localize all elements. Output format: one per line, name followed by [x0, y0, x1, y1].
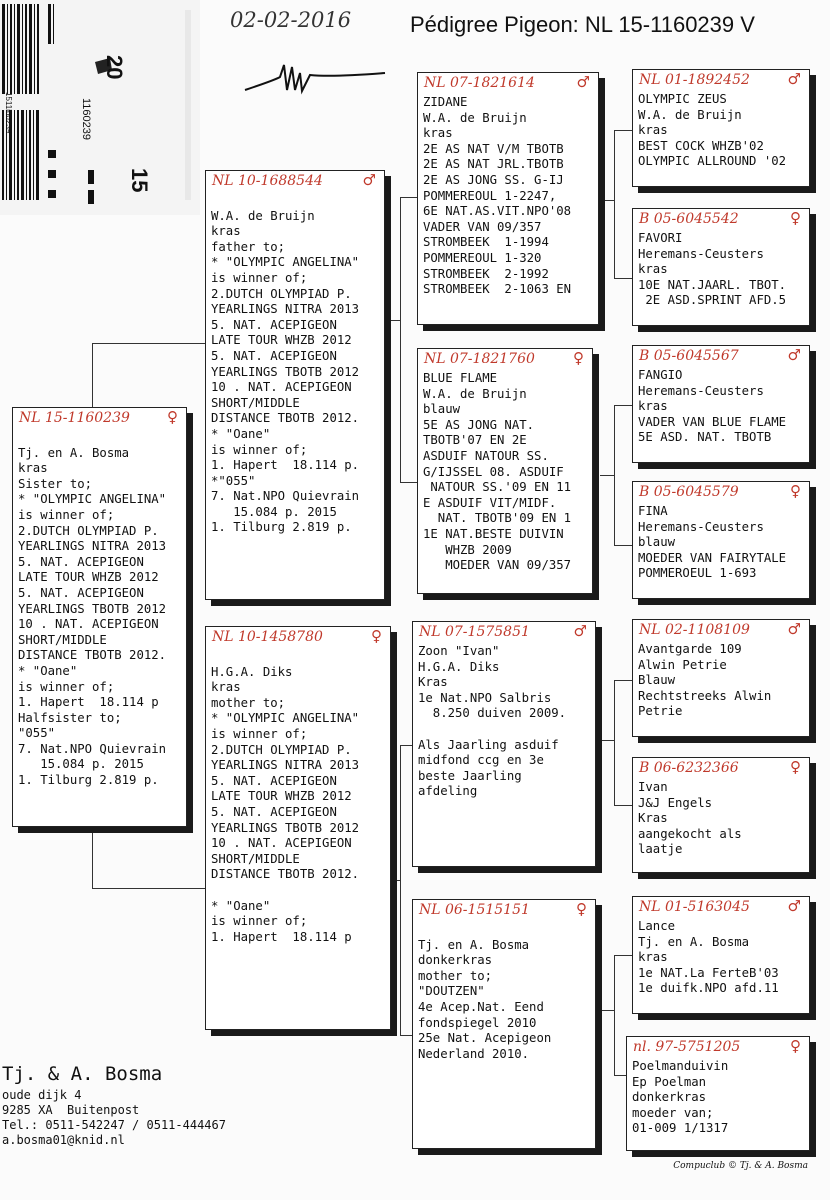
pigeon-details: Lance Tj. en A. Bosma kras 1e NAT.La FerteB'03 1e duifk.NPO afd.11	[638, 919, 779, 996]
barcode-icon	[0, 0, 200, 215]
connector	[614, 680, 632, 681]
sex-symbol: ♀	[576, 900, 587, 918]
sex-symbol: ♀	[790, 1037, 801, 1055]
pigeon-card-ggp-5	[632, 619, 810, 737]
sex-symbol: ♂	[787, 346, 801, 364]
pigeon-card-ggp-4	[632, 481, 810, 599]
pigeon-card-ggp-2	[632, 208, 810, 326]
owner-email: a.bosma01@knid.nl	[2, 1133, 125, 1147]
owner-phone: Tel.: 0511-542247 / 0511-444467	[2, 1118, 226, 1132]
ring-number: NL 01-5163045	[639, 899, 750, 915]
owner-contact	[2, 1088, 226, 1148]
sticker-ring: 1160239	[80, 98, 92, 141]
connector	[600, 200, 614, 201]
pigeon-details: Tj. en A. Bosma donkerkras mother to; "DOUTZEN" 4e Acep.Nat. Eend fondspiegel 2010 25e Nat. Acepigeon Nederland 2010.	[418, 937, 552, 1061]
owner-city: 9285 XA Buitenpost	[2, 1103, 140, 1117]
sex-symbol: ♀	[371, 627, 382, 645]
ring-number: NL 10-1458780	[212, 629, 323, 645]
connector	[400, 1035, 412, 1036]
pigeon-card-paternal-grandfather	[417, 72, 599, 325]
ring-number: NL 15-1160239	[19, 410, 130, 426]
connector	[614, 680, 615, 805]
pigeon-card-paternal-grandmother	[417, 348, 593, 594]
sticker-small-code: 1511i60239	[4, 92, 13, 134]
ring-number: NL 07-1821614	[424, 75, 535, 91]
connector	[92, 828, 93, 888]
ring-number: nl. 97-5751205	[633, 1039, 741, 1055]
connector	[400, 745, 412, 746]
pigeon-details: ZIDANE W.A. de Bruijn kras 2E AS NAT V/M TBOTB 2E AS NAT JRL.TBOTB 2E AS JONG SS. G-IJ POMMEREOUL 1-2247, 6E NAT.AS.VIT.NPO'08 VADER VAN 09/357 STROMBEEK 1-1994 POMMEREOUL 1-320 STROMBEEK 2-1992 STROMBEEK 2-1063 EN	[423, 95, 572, 297]
connector	[614, 405, 632, 406]
connector	[400, 745, 401, 1035]
ring-number: B 05-6045542	[639, 211, 739, 227]
sex-symbol: ♀	[790, 758, 801, 776]
connector	[92, 343, 93, 409]
sex-symbol: ♂	[573, 622, 587, 640]
sex-symbol: ♀	[790, 209, 801, 227]
sticker-year: 20	[102, 55, 127, 80]
connector	[400, 197, 417, 198]
connector	[386, 320, 400, 321]
connector	[614, 955, 632, 956]
sticker-year2: 15	[127, 168, 152, 193]
owner-address: oude dijk 4	[2, 1088, 82, 1102]
pigeon-details: W.A. de Bruijn kras father to; * "OLYMPIC ANGELINA" is winner of; 2.DUTCH OLYMPIAD P. YEARLINGS NITRA 2013 5. NAT. ACEPIGEON LATE TOUR WHZB 2012 5. NAT. ACEPIGEON YEARLINGS TBOTB 2012 10 . NAT. ACEPIGEON SHORT/MIDDLE DISTANCE TBOTB 2012. * "Oane" is winner of; 1. Hapert 18.114 p. *"055" 7. Nat.NPO Quievrain 15.084 p. 2015 1. Tilburg 2.819 p.	[211, 208, 360, 535]
pigeon-card-ggp-8	[626, 1036, 810, 1151]
pigeon-details: FAVORI Heremans-Ceusters kras 10E NAT.JAARL. TBOT. 2E ASD.SPRINT AFD.5	[638, 231, 787, 308]
pigeon-details: FANGIO Heremans-Ceusters kras VADER VAN BLUE FLAME 5E ASD. NAT. TBOTB	[638, 368, 787, 445]
footer-credit: Compuclub © Tj. & A. Bosma	[673, 1161, 808, 1171]
pigeon-details: Poelmanduivin Ep Poelman donkerkras moeder van; 01-009 1/1317	[632, 1059, 729, 1136]
connector	[600, 475, 614, 476]
sex-symbol: ♀	[167, 408, 178, 426]
connector	[614, 130, 615, 278]
connector	[600, 1010, 614, 1011]
connector	[614, 278, 632, 279]
connector	[614, 130, 632, 131]
pigeon-card-ggp-6	[632, 757, 810, 873]
pigeon-details: OLYMPIC ZEUS W.A. de Bruijn kras BEST COCK WHZB'02 OLYMPIC ALLROUND '02	[638, 92, 787, 169]
pigeon-details: BLUE FLAME W.A. de Bruijn blauw 5E AS JONG NAT. TBOTB'07 EN 2E ASDUIF NATOUR SS. G/IJSSEL 08. ASDUIF NATOUR SS.'09 EN 11 E ASDUIF VIT/MIDF. NAT. TBOTB'09 EN 1 1E NAT.BESTE DUIVIN WHZB 2009 MOEDER VAN 09/357	[423, 371, 572, 573]
pigeon-details: H.G.A. Diks kras mother to; * "OLYMPIC ANGELINA" is winner of; 2.DUTCH OLYMPIAD P. YEARLINGS NITRA 2013 5. NAT. ACEPIGEON LATE TOUR WHZB 2012 5. NAT. ACEPIGEON YEARLINGS TBOTB 2012 10 . NAT. ACEPIGEON SHORT/MIDDLE DISTANCE TBOTB 2012. * "Oane" is winner of; 1. Hapert 18.114 p	[211, 664, 360, 944]
pigeon-card-mother	[205, 626, 391, 1030]
ring-sticker	[0, 0, 200, 215]
connector	[600, 740, 614, 741]
pigeon-card-maternal-grandfather	[412, 621, 596, 867]
connector	[392, 880, 400, 881]
pigeon-card-maternal-grandmother	[412, 899, 596, 1149]
ring-number: NL 07-1821760	[424, 351, 535, 367]
handwritten-date: 02-02-2016	[230, 8, 352, 32]
connector	[614, 545, 632, 546]
sex-symbol: ♂	[787, 897, 801, 915]
pigeon-card-ggp-3	[632, 345, 810, 463]
connector	[92, 888, 205, 889]
connector	[614, 805, 632, 806]
connector	[614, 955, 615, 1075]
pigeon-details: Avantgarde 109 Alwin Petrie Blauw Rechtstreeks Alwin Petrie	[638, 642, 772, 719]
ring-number: B 05-6045579	[639, 484, 739, 500]
sex-symbol: ♀	[790, 482, 801, 500]
pigeon-card-ggp-7	[632, 896, 810, 1014]
ring-number: NL 07-1575851	[419, 624, 530, 640]
sex-symbol: ♀	[573, 349, 584, 367]
pigeon-details: Ivan J&J Engels Kras aangekocht als laatje	[638, 780, 742, 857]
ring-number: NL 06-1515151	[419, 902, 530, 918]
pigeon-card-ggp-1	[632, 69, 810, 187]
ring-number: B 05-6045567	[639, 348, 739, 364]
connector	[400, 197, 401, 482]
ring-number: NL 01-1892452	[639, 72, 750, 88]
owner-name: Tj. & A. Bosma	[2, 1063, 163, 1085]
sex-symbol: ♂	[787, 70, 801, 88]
pigeon-details: Tj. en A. Bosma kras Sister to; * "OLYMPIC ANGELINA" is winner of; 2.DUTCH OLYMPIAD P. YEARLINGS NITRA 2013 5. NAT. ACEPIGEON LATE TOUR WHZB 2012 5. NAT. ACEPIGEON YEARLINGS TBOTB 2012 10 . NAT. ACEPIGEON SHORT/MIDDLE DISTANCE TBOTB 2012. * "Oane" is winner of; 1. Hapert 18.114 p Halfsister to; "055" 7. Nat.NPO Quievrain 15.084 p. 2015 1. Tilburg 2.819 p.	[18, 445, 167, 788]
pigeon-card-subject	[12, 407, 187, 827]
sex-symbol: ♂	[362, 171, 376, 189]
connector	[92, 343, 205, 344]
sex-symbol: ♂	[576, 73, 590, 91]
connector	[400, 482, 417, 483]
pigeon-card-father	[205, 170, 385, 600]
connector	[614, 405, 615, 545]
page-title: Pédigree Pigeon: NL 15-1160239 V	[410, 12, 755, 37]
pigeon-details: Zoon "Ivan" H.G.A. Diks Kras 1e Nat.NPO Salbris 8.250 duiven 2009. Als Jaarling asduif midfond ccg en 3e beste Jaarling afdeling	[418, 644, 567, 799]
pigeon-details: FINA Heremans-Ceusters blauw MOEDER VAN FAIRYTALE POMMEROEUL 1-693	[638, 504, 787, 581]
signature	[240, 55, 390, 105]
ring-number: B 06-6232366	[639, 760, 739, 776]
sex-symbol: ♂	[787, 620, 801, 638]
ring-number: NL 10-1688544	[212, 173, 323, 189]
ring-number: NL 02-1108109	[639, 622, 750, 638]
